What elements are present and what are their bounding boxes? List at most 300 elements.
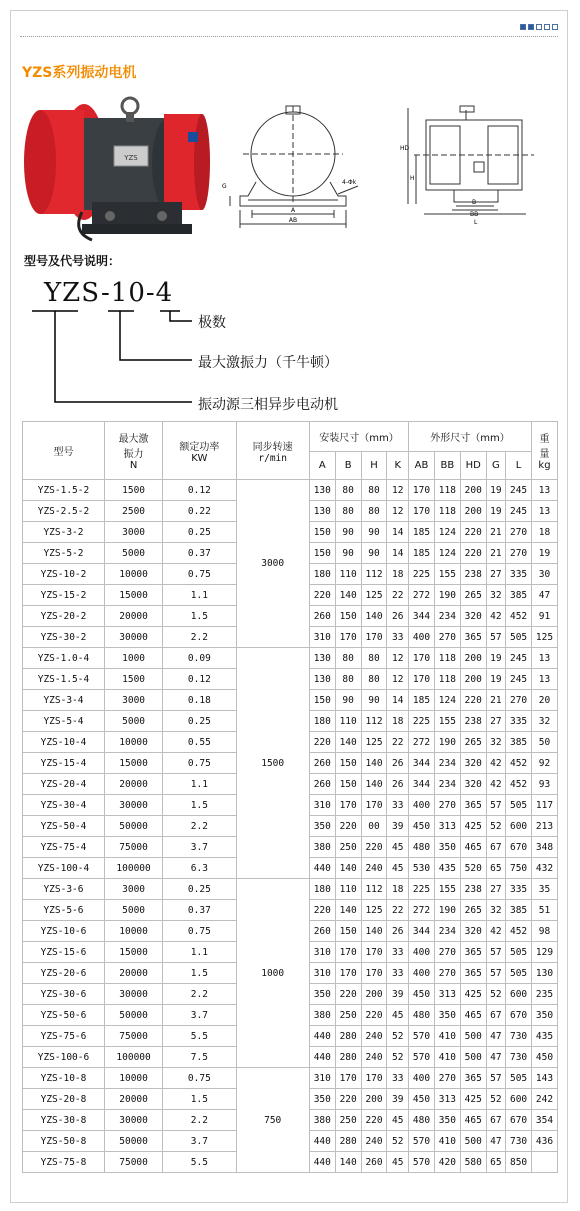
cell-ab: 170	[409, 669, 435, 690]
cell-model: YZS-1.5-2	[23, 480, 105, 501]
cell-ab: 170	[409, 648, 435, 669]
cell-model: YZS-10-4	[23, 732, 105, 753]
cell-k: 52	[387, 1047, 409, 1068]
cell-a: 440	[309, 1047, 335, 1068]
cell-b: 80	[335, 669, 361, 690]
dim-b-label: B	[472, 199, 477, 206]
cell-l: 385	[506, 900, 532, 921]
cell-model: YZS-2.5-2	[23, 501, 105, 522]
cell-b: 140	[335, 1152, 361, 1173]
cell-hd: 220	[460, 690, 486, 711]
cell-b: 170	[335, 942, 361, 963]
cell-model: YZS-3-2	[23, 522, 105, 543]
cell-k: 39	[387, 1089, 409, 1110]
cell-g: 42	[486, 606, 505, 627]
dim-a-label: A	[290, 207, 296, 214]
cell-a: 260	[309, 921, 335, 942]
cell-b: 280	[335, 1026, 361, 1047]
cell-ab: 225	[409, 711, 435, 732]
cell-weight: 348	[532, 837, 558, 858]
cell-speed: 1500	[236, 648, 309, 879]
cell-ab: 480	[409, 1110, 435, 1131]
cell-power: 2.2	[163, 816, 236, 837]
cell-hd: 238	[460, 711, 486, 732]
cell-b: 170	[335, 795, 361, 816]
cell-weight: 98	[532, 921, 558, 942]
cell-ab: 400	[409, 1068, 435, 1089]
cell-h: 90	[361, 522, 387, 543]
cell-a: 380	[309, 1110, 335, 1131]
cell-g: 19	[486, 480, 505, 501]
cell-h: 125	[361, 732, 387, 753]
cell-b: 140	[335, 732, 361, 753]
cell-h: 140	[361, 753, 387, 774]
cell-a: 350	[309, 984, 335, 1005]
dim-ab-label: AB	[288, 217, 298, 224]
cell-k: 33	[387, 1068, 409, 1089]
cell-k: 14	[387, 522, 409, 543]
cell-k: 33	[387, 795, 409, 816]
cell-h: 80	[361, 648, 387, 669]
cell-g: 27	[486, 879, 505, 900]
cell-ab: 400	[409, 627, 435, 648]
cell-force: 20000	[104, 1089, 162, 1110]
cell-h: 240	[361, 1047, 387, 1068]
cell-h: 125	[361, 900, 387, 921]
cell-weight: 13	[532, 501, 558, 522]
cell-l: 245	[506, 669, 532, 690]
cell-weight: 435	[532, 1026, 558, 1047]
header-weight-line2: 量	[539, 449, 550, 460]
cell-g: 42	[486, 774, 505, 795]
cell-a: 260	[309, 774, 335, 795]
cell-g: 65	[486, 1152, 505, 1173]
spec-table	[22, 421, 558, 1173]
cell-bb: 124	[434, 690, 460, 711]
cell-weight: 20	[532, 690, 558, 711]
cell-model: YZS-30-2	[23, 627, 105, 648]
cell-l: 505	[506, 942, 532, 963]
cell-g: 32	[486, 900, 505, 921]
cell-l: 385	[506, 585, 532, 606]
cell-hd: 265	[460, 900, 486, 921]
cell-model: YZS-1.5-4	[23, 669, 105, 690]
cell-ab: 570	[409, 1131, 435, 1152]
cell-model: YZS-30-8	[23, 1110, 105, 1131]
cell-g: 32	[486, 732, 505, 753]
cell-weight: 51	[532, 900, 558, 921]
cell-weight: 13	[532, 669, 558, 690]
pager-dot[interactable]	[520, 24, 526, 30]
cell-weight: 354	[532, 1110, 558, 1131]
cell-speed: 750	[236, 1068, 309, 1173]
cell-a: 310	[309, 627, 335, 648]
motor-photo	[22, 92, 212, 242]
cell-bb: 410	[434, 1026, 460, 1047]
cell-a: 130	[309, 480, 335, 501]
header-a: A	[309, 452, 335, 480]
cell-hd: 425	[460, 984, 486, 1005]
cell-l: 505	[506, 1068, 532, 1089]
cell-bb: 410	[434, 1131, 460, 1152]
header-b: B	[335, 452, 361, 480]
cell-bb: 234	[434, 921, 460, 942]
pager[interactable]	[520, 24, 558, 30]
cell-hd: 200	[460, 648, 486, 669]
cell-b: 110	[335, 564, 361, 585]
cell-b: 280	[335, 1047, 361, 1068]
cell-l: 452	[506, 753, 532, 774]
cell-power: 1.1	[163, 774, 236, 795]
cell-bb: 155	[434, 711, 460, 732]
cell-hd: 425	[460, 1089, 486, 1110]
cell-b: 140	[335, 900, 361, 921]
cell-power: 0.75	[163, 753, 236, 774]
cell-hd: 520	[460, 858, 486, 879]
cell-bb: 420	[434, 1152, 460, 1173]
cell-l: 452	[506, 774, 532, 795]
cell-hd: 265	[460, 732, 486, 753]
cell-b: 170	[335, 1068, 361, 1089]
dim-bb-label: BB	[470, 211, 479, 218]
cell-l: 452	[506, 606, 532, 627]
cell-h: 112	[361, 879, 387, 900]
cell-weight: 35	[532, 879, 558, 900]
header-ab: AB	[409, 452, 435, 480]
cell-force: 30000	[104, 795, 162, 816]
front-view-drawing	[218, 96, 368, 236]
cell-b: 280	[335, 1131, 361, 1152]
cell-model: YZS-20-6	[23, 963, 105, 984]
cell-model: YZS-30-6	[23, 984, 105, 1005]
cell-weight: 117	[532, 795, 558, 816]
cell-a: 310	[309, 795, 335, 816]
cell-bb: 270	[434, 942, 460, 963]
cell-b: 90	[335, 690, 361, 711]
header-max-force-line2: 振力	[123, 449, 144, 460]
cell-model: YZS-5-4	[23, 711, 105, 732]
cell-speed: 1000	[236, 879, 309, 1068]
cell-g: 57	[486, 942, 505, 963]
cell-b: 150	[335, 774, 361, 795]
cell-weight: 30	[532, 564, 558, 585]
header-speed	[236, 422, 309, 480]
cell-ab: 450	[409, 984, 435, 1005]
cell-bb: 313	[434, 816, 460, 837]
cell-model: YZS-20-8	[23, 1089, 105, 1110]
cell-b: 110	[335, 711, 361, 732]
cell-k: 26	[387, 921, 409, 942]
cell-bb: 270	[434, 1068, 460, 1089]
cell-a: 130	[309, 669, 335, 690]
cell-power: 1.5	[163, 795, 236, 816]
page-title: YZS系列振动电机	[22, 65, 137, 81]
cell-model: YZS-50-4	[23, 816, 105, 837]
cell-model: YZS-15-4	[23, 753, 105, 774]
cell-g: 27	[486, 711, 505, 732]
cell-a: 220	[309, 585, 335, 606]
cell-force: 75000	[104, 837, 162, 858]
cell-k: 45	[387, 837, 409, 858]
cell-hd: 365	[460, 1068, 486, 1089]
cell-a: 150	[309, 690, 335, 711]
cell-g: 42	[486, 921, 505, 942]
cell-bb: 350	[434, 1110, 460, 1131]
cell-hd: 238	[460, 879, 486, 900]
cell-k: 12	[387, 501, 409, 522]
cell-ab: 344	[409, 921, 435, 942]
cell-hd: 365	[460, 942, 486, 963]
cell-force: 15000	[104, 942, 162, 963]
cell-hd: 320	[460, 921, 486, 942]
motor-label: YZS	[124, 154, 138, 162]
cell-model: YZS-5-2	[23, 543, 105, 564]
cell-k: 14	[387, 543, 409, 564]
cell-l: 245	[506, 480, 532, 501]
cell-hd: 425	[460, 816, 486, 837]
cell-bb: 313	[434, 984, 460, 1005]
cell-a: 260	[309, 606, 335, 627]
cell-force: 75000	[104, 1026, 162, 1047]
cell-b: 170	[335, 627, 361, 648]
cell-ab: 480	[409, 1005, 435, 1026]
cell-h: 220	[361, 1110, 387, 1131]
cell-h: 170	[361, 963, 387, 984]
cell-l: 270	[506, 690, 532, 711]
cell-hd: 238	[460, 564, 486, 585]
cell-model: YZS-30-4	[23, 795, 105, 816]
cell-force: 50000	[104, 816, 162, 837]
cell-hd: 220	[460, 522, 486, 543]
cell-h: 170	[361, 795, 387, 816]
cell-hd: 265	[460, 585, 486, 606]
header-power-label: 额定功率	[179, 441, 220, 453]
cell-l: 730	[506, 1026, 532, 1047]
cell-bb: 155	[434, 879, 460, 900]
cell-l: 505	[506, 795, 532, 816]
cell-ab: 450	[409, 1089, 435, 1110]
cell-h: 200	[361, 984, 387, 1005]
cell-b: 150	[335, 753, 361, 774]
cell-ab: 344	[409, 753, 435, 774]
cell-force: 20000	[104, 963, 162, 984]
cell-h: 200	[361, 1089, 387, 1110]
cell-l: 670	[506, 1005, 532, 1026]
cell-force: 3000	[104, 879, 162, 900]
cell-g: 21	[486, 522, 505, 543]
dim-g-label: G	[222, 183, 227, 190]
cell-model: YZS-50-8	[23, 1131, 105, 1152]
cell-g: 57	[486, 1068, 505, 1089]
cell-k: 52	[387, 1131, 409, 1152]
cell-weight: 213	[532, 816, 558, 837]
cell-model: YZS-75-4	[23, 837, 105, 858]
cell-power: 0.25	[163, 711, 236, 732]
cell-l: 385	[506, 732, 532, 753]
cell-power: 0.37	[163, 900, 236, 921]
cell-a: 220	[309, 732, 335, 753]
cell-power: 2.2	[163, 1110, 236, 1131]
cell-l: 750	[506, 858, 532, 879]
cell-bb: 190	[434, 900, 460, 921]
table-row	[23, 1068, 558, 1089]
header-speed-unit: r/min	[258, 452, 287, 464]
cell-weight: 125	[532, 627, 558, 648]
header-weight-line1: 重	[539, 434, 550, 445]
pager-dot[interactable]	[528, 24, 534, 30]
cell-a: 310	[309, 963, 335, 984]
cell-power: 1.5	[163, 606, 236, 627]
cell-model: YZS-50-6	[23, 1005, 105, 1026]
cell-k: 22	[387, 732, 409, 753]
cell-a: 440	[309, 1131, 335, 1152]
pager-dot[interactable]	[544, 24, 550, 30]
cell-weight: 18	[532, 522, 558, 543]
cell-k: 26	[387, 606, 409, 627]
cell-h: 125	[361, 585, 387, 606]
cell-a: 350	[309, 1089, 335, 1110]
cell-power: 3.7	[163, 1005, 236, 1026]
spec-table-body	[23, 480, 558, 1173]
cell-ab: 225	[409, 564, 435, 585]
cell-bb: 190	[434, 732, 460, 753]
cell-ab: 170	[409, 501, 435, 522]
cell-l: 505	[506, 627, 532, 648]
cell-weight	[532, 1152, 558, 1173]
cell-l: 245	[506, 501, 532, 522]
cell-bb: 435	[434, 858, 460, 879]
cell-force: 3000	[104, 522, 162, 543]
cell-force: 5000	[104, 900, 162, 921]
cell-k: 18	[387, 879, 409, 900]
dim-k-label: 4-Φk	[342, 179, 357, 186]
cell-ab: 272	[409, 585, 435, 606]
cell-force: 10000	[104, 921, 162, 942]
cell-h: 90	[361, 543, 387, 564]
cell-speed: 3000	[236, 480, 309, 648]
cell-g: 19	[486, 648, 505, 669]
cell-power: 1.5	[163, 1089, 236, 1110]
cell-weight: 93	[532, 774, 558, 795]
header-max-force-line1: 最大激	[118, 434, 149, 445]
cell-weight: 350	[532, 1005, 558, 1026]
cell-b: 170	[335, 963, 361, 984]
cell-force: 5000	[104, 543, 162, 564]
cell-k: 26	[387, 753, 409, 774]
cell-force: 2500	[104, 501, 162, 522]
cell-weight: 13	[532, 648, 558, 669]
cell-g: 67	[486, 1110, 505, 1131]
cell-model: YZS-75-8	[23, 1152, 105, 1173]
cell-k: 45	[387, 858, 409, 879]
cell-k: 33	[387, 627, 409, 648]
cell-weight: 50	[532, 732, 558, 753]
cell-power: 0.09	[163, 648, 236, 669]
cell-model: YZS-20-4	[23, 774, 105, 795]
cell-bb: 155	[434, 564, 460, 585]
cell-weight: 47	[532, 585, 558, 606]
cell-hd: 365	[460, 795, 486, 816]
cell-ab: 570	[409, 1152, 435, 1173]
cell-ab: 344	[409, 774, 435, 795]
cell-b: 110	[335, 879, 361, 900]
cell-a: 440	[309, 1152, 335, 1173]
cell-model: YZS-3-4	[23, 690, 105, 711]
header-max-force-unit: N	[129, 460, 138, 471]
cell-l: 670	[506, 837, 532, 858]
cell-power: 0.12	[163, 480, 236, 501]
cell-a: 130	[309, 648, 335, 669]
cell-bb: 234	[434, 774, 460, 795]
header-install: 安装尺寸（mm）	[309, 422, 408, 452]
cell-g: 57	[486, 795, 505, 816]
cell-ab: 570	[409, 1047, 435, 1068]
header-weight	[532, 422, 558, 480]
cell-b: 90	[335, 543, 361, 564]
cell-h: 90	[361, 690, 387, 711]
cell-l: 270	[506, 522, 532, 543]
cell-force: 10000	[104, 1068, 162, 1089]
header-speed-label: 同步转速	[252, 441, 293, 453]
cell-force: 1000	[104, 648, 162, 669]
cell-hd: 365	[460, 963, 486, 984]
cell-hd: 500	[460, 1047, 486, 1068]
side-view-drawing	[394, 100, 544, 240]
cell-k: 12	[387, 669, 409, 690]
cell-bb: 118	[434, 480, 460, 501]
cell-b: 250	[335, 1005, 361, 1026]
cell-l: 600	[506, 1089, 532, 1110]
code-label-poles: 极数	[198, 315, 226, 331]
cell-h: 170	[361, 1068, 387, 1089]
header-max-force	[104, 422, 162, 480]
cell-k: 45	[387, 1110, 409, 1131]
cell-a: 440	[309, 1026, 335, 1047]
pager-dot[interactable]	[552, 24, 558, 30]
cell-force: 75000	[104, 1152, 162, 1173]
cell-power: 0.55	[163, 732, 236, 753]
cell-a: 380	[309, 1005, 335, 1026]
cell-power: 0.25	[163, 879, 236, 900]
cell-a: 220	[309, 900, 335, 921]
pager-dot[interactable]	[536, 24, 542, 30]
cell-power: 0.75	[163, 921, 236, 942]
cell-weight: 92	[532, 753, 558, 774]
cell-h: 112	[361, 564, 387, 585]
cell-k: 33	[387, 963, 409, 984]
cell-l: 270	[506, 543, 532, 564]
cell-b: 80	[335, 501, 361, 522]
cell-force: 15000	[104, 753, 162, 774]
cell-weight: 432	[532, 858, 558, 879]
divider	[20, 36, 558, 37]
cell-l: 335	[506, 879, 532, 900]
cell-weight: 242	[532, 1089, 558, 1110]
cell-a: 440	[309, 858, 335, 879]
cell-h: 240	[361, 858, 387, 879]
cell-ab: 570	[409, 1026, 435, 1047]
cell-hd: 200	[460, 480, 486, 501]
cell-h: 220	[361, 1005, 387, 1026]
cell-g: 19	[486, 669, 505, 690]
code-label-force: 最大激振力（千牛顿）	[198, 355, 338, 371]
cell-a: 310	[309, 1068, 335, 1089]
cell-l: 335	[506, 564, 532, 585]
cell-a: 180	[309, 711, 335, 732]
cell-g: 47	[486, 1047, 505, 1068]
cell-ab: 170	[409, 480, 435, 501]
cell-l: 850	[506, 1152, 532, 1173]
